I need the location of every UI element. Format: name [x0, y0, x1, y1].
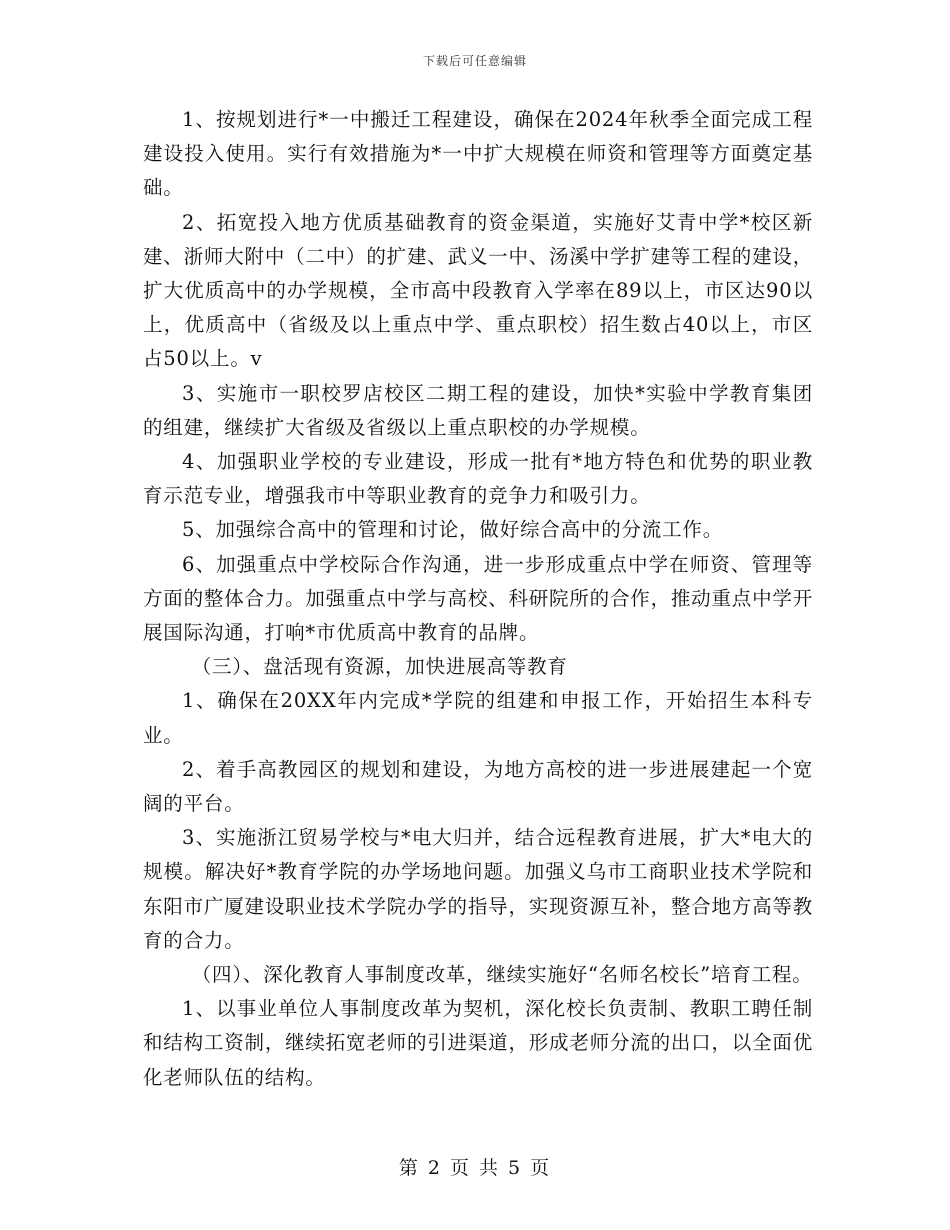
document-body: [143, 103, 813, 1095]
paragraph-3: 3、实施市一职校罗店校区二期工程的建设，加快*实验中学教育集团的组建，继续扩大省级及省级以上重点职校的办学规模。: [143, 381, 813, 439]
paragraph-2: 2、拓宽投入地方优质基础教育的资金渠道，实施好艾青中学*校区新建、浙师大附中（二中）的扩建、武义一中、汤溪中学扩建等工程的建设，扩大优质高中的办学规模，全市高中段教育入学率在89以上，市区达90以上，优质高中（省级及以上重点中学、重点职校）招生数占40以上，市区占50以上。v: [143, 210, 813, 371]
paragraph-6: 6、加强重点中学校际合作沟通，进一步形成重点中学在师资、管理等方面的整体合力。加强重点中学与高校、科研院所的合作，推动重点中学开展国际沟通，打响*市优质高中教育的品牌。: [143, 552, 813, 645]
paragraph-9: 3、实施浙江贸易学校与*电大归并，结合远程教育进展，扩大*电大的规模。解决好*教育学院的办学场地问题。加强义乌市工商职业技术学院和东阳市广厦建设职业技术学院办学的指导，实现资源互补，整合地方高等教育的合力。: [143, 826, 813, 952]
paragraph-5: 5、加强综合高中的管理和讨论，做好综合高中的分流工作。: [182, 518, 724, 542]
paragraph-8: 2、着手高教园区的规划和建设，为地方高校的进一步进展建起一个宽阔的平台。: [143, 757, 813, 816]
paragraph-1: 1、按规划进行*一中搬迁工程建设，确保在2024年秋季全面完成工程建设投入使用。实行有效措施为*一中扩大规模在师资和管理等方面奠定基础。: [143, 108, 813, 200]
page-header: 下载后可任意编辑: [422, 54, 527, 68]
paragraph-4: 4、加强职业学校的专业建设，形成一批有*地方特色和优势的职业教育示范专业，增强我市中等职业教育的竞争力和吸引力。: [143, 450, 813, 508]
paragraph-10: 1、以事业单位人事制度改革为契机，深化校长负责制、教职工聘任制和结构工资制，继续拓宽老师的引进渠道，形成老师分流的出口，以全面优化老师队伍的结构。: [143, 997, 813, 1089]
section-heading-3: （三）、盘活现有资源，加快进展高等教育: [191, 655, 568, 679]
paragraph-7: 1、确保在20XX年内完成*学院的组建和申报工作，开始招生本科专业。: [143, 689, 813, 747]
section-heading-4: （四）、深化教育人事制度改革，继续实施好“名师名校长”培育工程。: [191, 963, 813, 987]
page-number-footer: 第 2 页 共 5 页: [398, 1157, 552, 1179]
